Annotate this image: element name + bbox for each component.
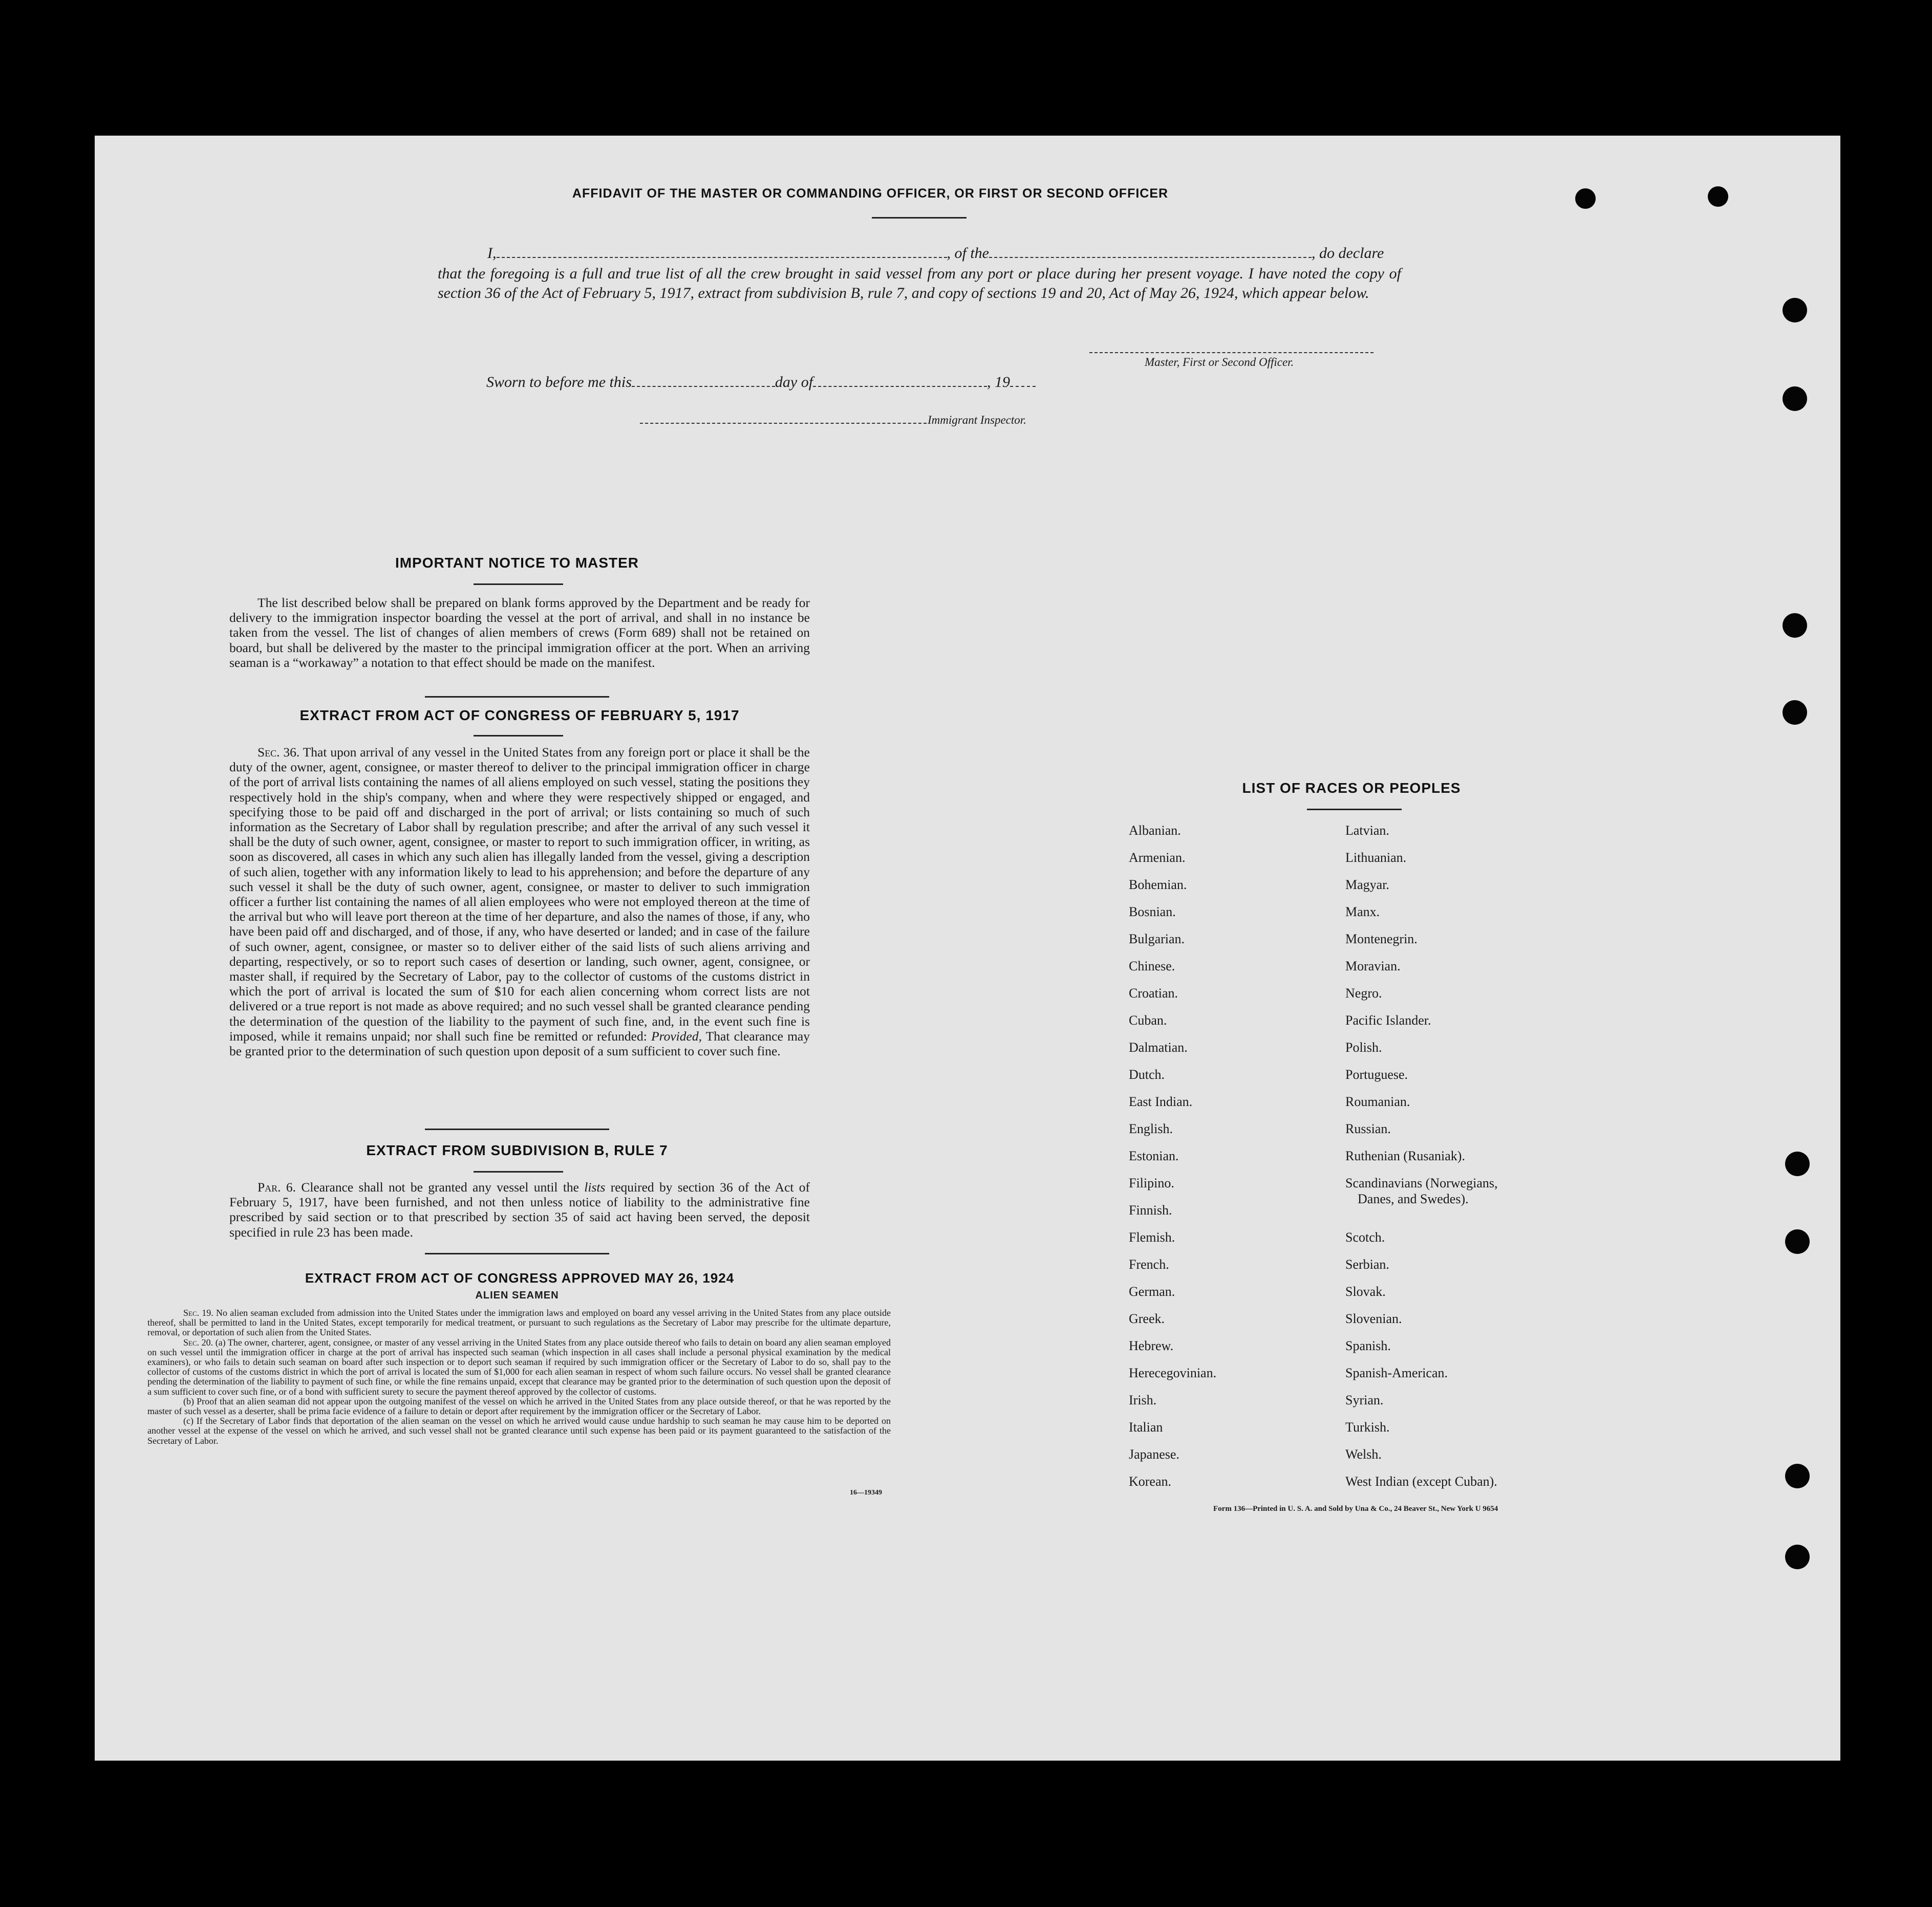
race-item: Ruthenian (Rusaniak). [1345, 1148, 1465, 1163]
extract-1924-title: EXTRACT FROM ACT OF CONGRESS APPROVED MAY 26, 1924 [305, 1270, 735, 1286]
sec-20-label: Sec. 20. [183, 1337, 213, 1348]
race-item: Greek. [1129, 1311, 1165, 1326]
punch-hole [1708, 186, 1728, 207]
race-item: Dalmatian. [1129, 1040, 1188, 1055]
sworn-month-blank[interactable] [813, 375, 987, 387]
race-item: Negro. [1345, 986, 1382, 1001]
race-item: German. [1129, 1284, 1175, 1299]
printer-footer: Form 136—Printed in U. S. A. and Sold by Una & Co., 24 Beaver St., New York U 9654 [1213, 1505, 1498, 1513]
sworn-day-blank[interactable] [632, 375, 775, 387]
year-label: , 19 [987, 374, 1011, 391]
sec-19-label: Sec. 19. [183, 1308, 213, 1318]
affidavit-declare-label: , do declare [1312, 245, 1384, 262]
punch-hole [1785, 1545, 1810, 1569]
punch-hole [1783, 386, 1807, 411]
notice-title: IMPORTANT NOTICE TO MASTER [395, 555, 639, 571]
race-item: Portuguese. [1345, 1067, 1408, 1082]
inspector-signature-line[interactable] [640, 416, 927, 424]
par-6-text-a: Clearance shall not be granted any vessel until the [301, 1180, 579, 1195]
section-divider [425, 696, 609, 698]
punch-hole [1783, 613, 1807, 638]
race-item: East Indian. [1129, 1094, 1193, 1109]
race-item: Pacific Islander. [1345, 1013, 1431, 1028]
race-item: Turkish. [1345, 1420, 1390, 1435]
alien-seamen-subtitle: ALIEN SEAMEN [475, 1290, 559, 1301]
affidavit-of-label: , of the [947, 245, 989, 262]
sec-20c-text: (c) If the Secretary of Labor finds that deportation of the alien seaman on the vessel on which he arrived would cause undue hardship to such seaman he may cause him to be deported on another vessel at the expense of the vessel on which he arrived, and such vessel shall not be granted clearance until such expense has been paid or its payment guaranteed to the satisfaction of the Secretary of Labor. [147, 1416, 891, 1446]
notice-text: The list described below shall be prepared on blank forms approved by the Department and be ready for delivery to the immigration inspector boarding the vessel at the port of arrival, and shall in no instance be taken from the vessel. The list of changes of alien members of crews (Form 689) shall not be retained on board, but shall be delivered by the master to the principal immigration officer at the port. When an arriving seaman is a “workaway” a notation to that effect should be made on the manifest. [229, 595, 810, 670]
master-caption: Master, First or Second Officer. [1145, 356, 1294, 369]
race-item: Slovak. [1345, 1284, 1386, 1299]
race-item: Bulgarian. [1129, 931, 1185, 946]
race-item: Chinese. [1129, 959, 1175, 973]
race-item: Albanian. [1129, 823, 1181, 838]
race-item: Magyar. [1345, 877, 1389, 892]
sec-20b-paragraph [147, 1397, 891, 1416]
race-item: Dutch. [1129, 1067, 1165, 1082]
race-item: Irish. [1129, 1393, 1157, 1407]
inspector-caption: Immigrant Inspector. [928, 414, 1026, 426]
extract-1917-body [229, 745, 810, 1058]
race-item: Lithuanian. [1345, 850, 1407, 865]
sec-20c-paragraph [147, 1416, 891, 1446]
affidavit-first-line [487, 245, 1401, 262]
sec-36-proviso: That clearance may be granted prior to the determination of such question upon deposit of a sum sufficient to cover such fine. [229, 1028, 810, 1059]
sec-36-label: Sec. 36. [257, 745, 300, 760]
vessel-blank[interactable] [989, 246, 1312, 258]
race-item: Spanish-American. [1345, 1366, 1448, 1380]
race-item: Slovenian. [1345, 1311, 1402, 1326]
race-item: Cuban. [1129, 1013, 1167, 1028]
form-code: 16—19349 [850, 1489, 882, 1497]
affidavit-i-label: I, [487, 245, 497, 262]
race-item: Armenian. [1129, 850, 1186, 865]
race-item: Hebrew. [1129, 1338, 1174, 1353]
races-title: LIST OF RACES OR PEOPLES [1242, 780, 1461, 796]
master-signature-line[interactable] [1089, 345, 1373, 353]
provided-term: Provided, [651, 1028, 702, 1044]
race-item: Scotch. [1345, 1230, 1385, 1245]
name-blank[interactable] [497, 246, 947, 258]
race-item: Filipino. [1129, 1176, 1174, 1190]
punch-hole [1783, 298, 1807, 322]
race-item: Scandinavians (Norwegians, [1345, 1176, 1498, 1190]
race-item: French. [1129, 1257, 1169, 1272]
race-item: Serbian. [1345, 1257, 1389, 1272]
extract-1924-body [147, 1308, 891, 1446]
subdivision-b-title: EXTRACT FROM SUBDIVISION B, RULE 7 [366, 1142, 668, 1158]
punch-hole [1785, 1464, 1810, 1488]
sworn-label: Sworn to before me this [486, 374, 632, 391]
par-6-label: Par. 6. [257, 1180, 296, 1195]
sec-36-text: That upon arrival of any vessel in the United States from any foreign port or place it shall be the duty of the owner, agent, consignee, or master thereof to deliver to the principal immigration officer in charge of the port of arrival lists containing the names of all aliens employed on such vessel, stating the positions they respectively hold in the ship's company, when and where they were respectively shipped or engaged, and specifying those to be paid off and discharged in the port of arrival; or lists containing so much of such information as the Secretary of Labor shall by regulation prescribe; and after the arrival of any such vessel it shall be the duty of such owner, agent, consignee, or master to report to such immigration officer, in writing, as soon as discovered, all cases in which any such alien has illegally landed from the vessel, giving a description of such alien, together with any information likely to lead to his apprehension; and before the departure of any such vessel it shall be the duty of such owner, agent, consignee, or master to deliver to such immigration officer a further list containing the names of all alien employees who were not employed thereon at the time of the arrival but who will leave port thereon at the time of her departure, and also the names of those, if any, who have been paid off and discharged, and of those, if any, who have deserted or landed; and in case of the failure of such owner, agent, consignee, or master so to deliver either of the said lists of such aliens arriving and departing, respectively, or so to report such cases of desertion or landing, such owner, agent, consignee, or master shall, if required by the Secretary of Labor, pay to the collector of customs of the customs district in which the port of arrival is located the sum of $10 for each alien concerning whom correct lists are not delivered or a true report is not made as above required; and no such vessel shall be granted clearance pending the determination of the question of the liability to the payment of such fine, and, in the event such fine is imposed, while it remains unpaid; nor shall such fine be remitted or refunded: [229, 745, 810, 1044]
race-item: Welsh. [1345, 1447, 1382, 1462]
subdivision-b-underline [474, 1171, 563, 1173]
race-item: Korean. [1129, 1474, 1172, 1489]
race-item: Moravian. [1345, 959, 1401, 973]
race-item: Montenegrin. [1345, 931, 1418, 946]
race-item: Bosnian. [1129, 904, 1176, 919]
punch-hole [1575, 188, 1596, 209]
race-item: Italian [1129, 1420, 1163, 1435]
race-item: Flemish. [1129, 1230, 1175, 1245]
sec-20a-text: (a) The owner, charterer, agent, consignee, or master of any vessel arriving in the United States from any place outside thereof who fails to detain on board any alien seaman employed on such vessel until the immigration officer in charge at the port of arrival has inspected such seaman (which inspection in all cases shall include a personal physical examination by the medical examiners), or who fails to detain such seaman on board after such inspection or to deport such seaman if required by such immigration officer or the Secretary of Labor to do so, shall pay to the collector of customs of the customs district in which the port of arrival is located the sum of $1,000 for each alien seaman in respect of whom such failure occurs. No vessel shall be granted clearance pending the determination of the liability to payment of such fine, or while the fine remains unpaid, except that clearance may be granted prior to the determination of such question upon the deposit of a sum sufficient to cover such fine, or of a bond with sufficient surety to secure the payment thereof approved by the collector of customs. [147, 1337, 891, 1397]
race-item: Danes, and Swedes). [1358, 1191, 1469, 1206]
race-item: Latvian. [1345, 823, 1389, 838]
race-item: Herecegovinian. [1129, 1366, 1217, 1380]
section-divider [425, 1253, 609, 1254]
sworn-year-blank[interactable] [1010, 375, 1036, 387]
sworn-line [486, 374, 1036, 391]
extract-1917-title: EXTRACT FROM ACT OF CONGRESS OF FEBRUARY 5, 1917 [299, 707, 740, 723]
sec-19-paragraph [147, 1308, 891, 1338]
sec-20b-text: (b) Proof that an alien seaman did not appear upon the outgoing manifest of the vessel on which he arrived in the United States from any place outside thereof, or that he was reported by the master of such vessel as a deserter, shall be prima facie evidence of a failure to detain or deport after requirement by the immigration officer or the Secretary of Labor. [147, 1396, 891, 1417]
race-item: Finnish. [1129, 1203, 1172, 1218]
lists-term: lists [584, 1180, 606, 1195]
affidavit-title: AFFIDAVIT OF THE MASTER OR COMMANDING OFFICER, OR FIRST OR SECOND OFFICER [572, 186, 1169, 201]
punch-hole [1785, 1229, 1810, 1254]
race-item: Syrian. [1345, 1393, 1384, 1407]
race-item: English. [1129, 1121, 1173, 1136]
race-item: Polish. [1345, 1040, 1382, 1055]
sec-20a-paragraph [147, 1338, 891, 1397]
race-item: Manx. [1345, 904, 1380, 919]
race-item: Croatian. [1129, 986, 1178, 1001]
race-item: Estonian. [1129, 1148, 1179, 1163]
notice-underline [474, 583, 563, 585]
title-underline [872, 217, 967, 219]
punch-hole [1785, 1152, 1810, 1176]
race-item: West Indian (except Cuban). [1345, 1474, 1497, 1489]
race-item: Russian. [1345, 1121, 1391, 1136]
race-item: Spanish. [1345, 1338, 1391, 1353]
race-item: Japanese. [1129, 1447, 1179, 1462]
race-item: Roumanian. [1345, 1094, 1410, 1109]
extract-1917-underline [474, 735, 563, 736]
day-of-label: day of [775, 374, 813, 391]
sec-19-text: No alien seaman excluded from admission into the United States under the immigration laws and employed on board any vessel arriving in the United States from any place outside thereof, shall be permitted to land in the United States, except temporarily for medical treatment, or pursuant to such regulations as the Secretary of Labor may prescribe for the ultimate departure, removal, or deportation of such alien from the United States. [147, 1308, 891, 1338]
punch-hole [1783, 700, 1807, 725]
races-underline [1307, 809, 1402, 810]
par-6-text-b: required by section 36 of the Act of February 5, 1917, have been furnished, and not then unless notice of liability to the administrative fine prescribed by said section or to that prescribed by section 35 of said act having been served, the deposit specified in rule 23 has been made. [229, 1180, 810, 1240]
affidavit-statement: that the foregoing is a full and true list of all the crew brought in said vessel from any port or place during her present voyage. I have noted the copy of section 36 of the Act of February 5, 1917, extract from subdivision B, rule 7, and copy of sections 19 and 20, Act of May 26, 1924, which appear below. [438, 265, 1401, 301]
race-item: Bohemian. [1129, 877, 1187, 892]
notice-body [229, 595, 810, 670]
subdivision-b-body [229, 1180, 810, 1240]
section-divider [425, 1129, 609, 1130]
